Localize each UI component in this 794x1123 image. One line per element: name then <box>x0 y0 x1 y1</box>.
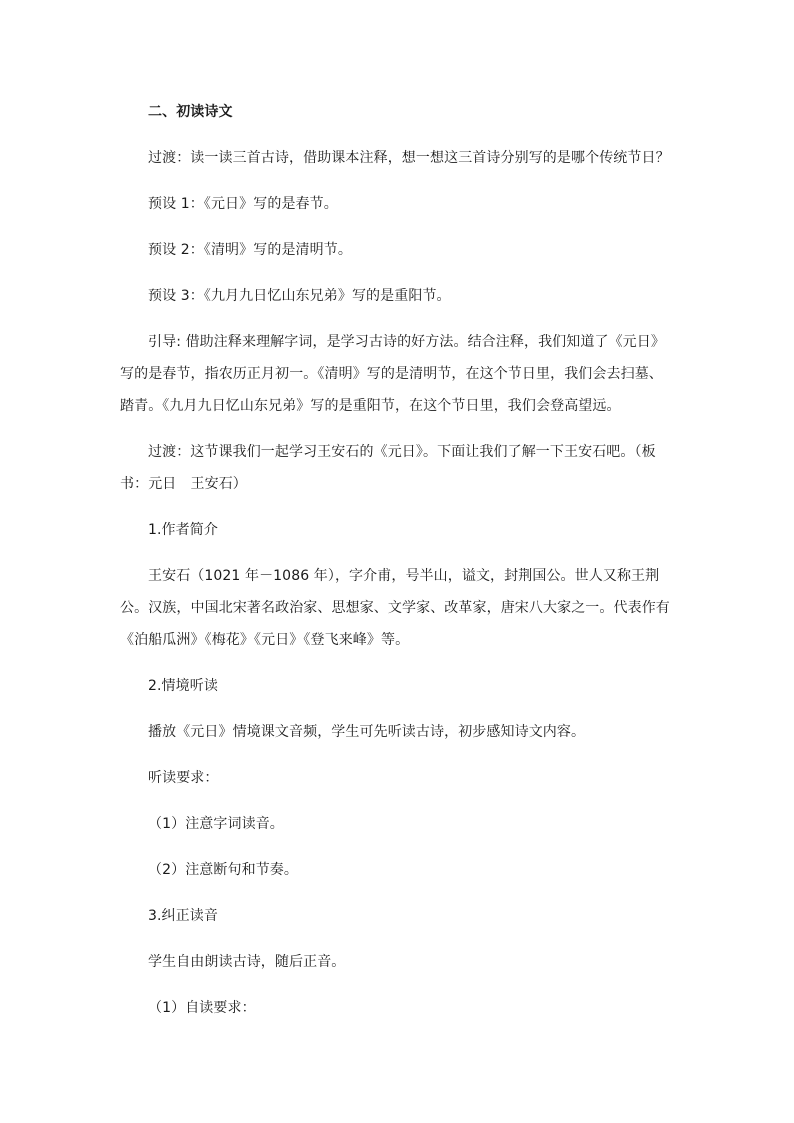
pronunciation-title: 3.纠正读音 <box>148 908 218 924</box>
self-reading-requirement: （1）自读要求： <box>148 1000 256 1016</box>
preset-item-3: 预设 3：《九月九日忆山东兄弟》写的是重阳节。 <box>148 288 451 304</box>
preset-item-1: 预设 1：《元日》写的是春节。 <box>148 196 338 212</box>
section-heading: 二、初读诗文 <box>148 104 233 120</box>
listening-title: 2.情境听读 <box>148 678 218 694</box>
document-body <box>120 96 676 1024</box>
pronunciation-paragraph: 学生自由朗读古诗，随后正音。 <box>148 954 346 970</box>
listening-paragraph: 播放《元日》情境课文音频，学生可先听读古诗，初步感知诗文内容。 <box>148 724 586 740</box>
transition-paragraph-2: 过渡：这节课我们一起学习王安石的《元日》。下面让我们了解一下王安石吧。（板书：元日 王安石） <box>120 444 656 492</box>
listening-requirements-title: 听读要求： <box>148 770 219 786</box>
author-intro-paragraph: 王安石（1021 年－1086 年），字介甫，号半山，谥文，封荆国公。世人又称王荆公。汉族，中国北宋著名政治家、思想家、文学家、改革家，唐宋八大家之一。代表作有《泊船瓜洲》《梅花》《元日》《登飞来峰》等。 <box>120 568 670 648</box>
author-intro-title: 1.作者简介 <box>148 522 218 538</box>
listening-requirement-1: （1）注意字词读音。 <box>148 816 284 832</box>
transition-paragraph: 过渡：读一读三首古诗，借助课本注释，想一想这三首诗分别写的是哪个传统节日？ <box>148 150 670 166</box>
preset-item-2: 预设 2：《清明》写的是清明节。 <box>148 242 352 258</box>
listening-requirement-2: （2）注意断句和节奏。 <box>148 862 299 878</box>
guide-paragraph: 引导: 借助注释来理解字词，是学习古诗的好方法。结合注释，我们知道了《元日》写的是春节，指农历正月初一。《清明》写的是清明节，在这个节日里，我们会去扫墓、踏青。《九月九日忆山东兄弟》写的是重阳节，在这个节日里，我们会登高望远。 <box>120 334 665 414</box>
